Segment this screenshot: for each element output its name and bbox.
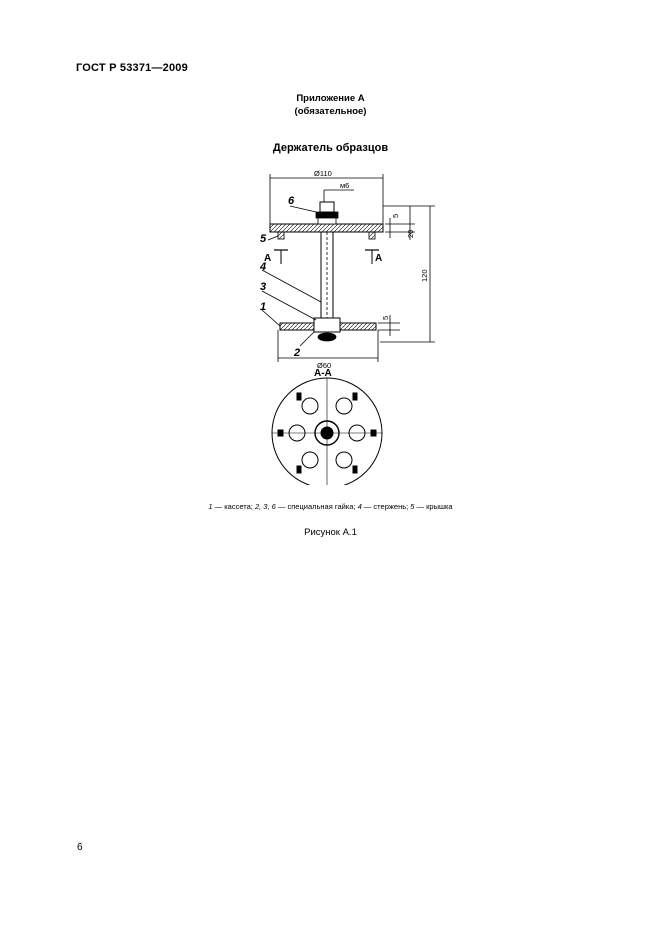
legend-text-2: — специальная гайка; — [275, 502, 358, 511]
section-view-aa — [272, 378, 382, 485]
appendix-status: (обязательное) — [294, 106, 367, 117]
part-label-1: 1 — [260, 301, 267, 313]
dim-d60: Ø60 — [317, 361, 332, 370]
section-mark-right: А — [375, 253, 383, 264]
appendix-title: Приложение А — [296, 93, 365, 104]
dim-d110: Ø110 — [314, 169, 332, 178]
figure-legend — [0, 502, 661, 511]
part-label-5: 5 — [260, 233, 267, 245]
page-number: 6 — [77, 842, 83, 853]
cover-plate — [270, 224, 383, 232]
legend-number-1: 1 — [208, 502, 213, 511]
legend-text-1: — кассета; — [212, 502, 255, 511]
sample-holder-drawing — [250, 160, 450, 485]
figure-title: Держатель образцов — [272, 142, 389, 154]
dim-m6: м6 — [340, 181, 350, 190]
legend-number-4: 4 — [357, 502, 362, 511]
legend-text-5: — крышка — [414, 502, 453, 511]
section-title: А-А — [314, 368, 332, 379]
dim-h5-bottom: 5 — [381, 315, 390, 320]
document-code: ГОСТ Р 53371—2009 — [76, 62, 188, 74]
dim-h120: 120 — [420, 269, 429, 282]
dim-h20: 20 — [406, 229, 415, 238]
section-mark-left: А — [264, 253, 272, 264]
part-label-3: 3 — [260, 281, 267, 293]
appendix-heading — [0, 92, 661, 118]
figure-caption: Рисунок А.1 — [304, 527, 357, 538]
legend-text-4: — стержень; — [361, 502, 411, 511]
legend-number-5: 5 — [410, 502, 415, 511]
legend-number-2: 2, 3, 6 — [254, 502, 276, 511]
part-label-2: 2 — [294, 347, 301, 359]
dim-h5-top: 5 — [391, 213, 400, 218]
part-label-4: 4 — [260, 261, 267, 273]
part-label-6: 6 — [288, 195, 295, 207]
